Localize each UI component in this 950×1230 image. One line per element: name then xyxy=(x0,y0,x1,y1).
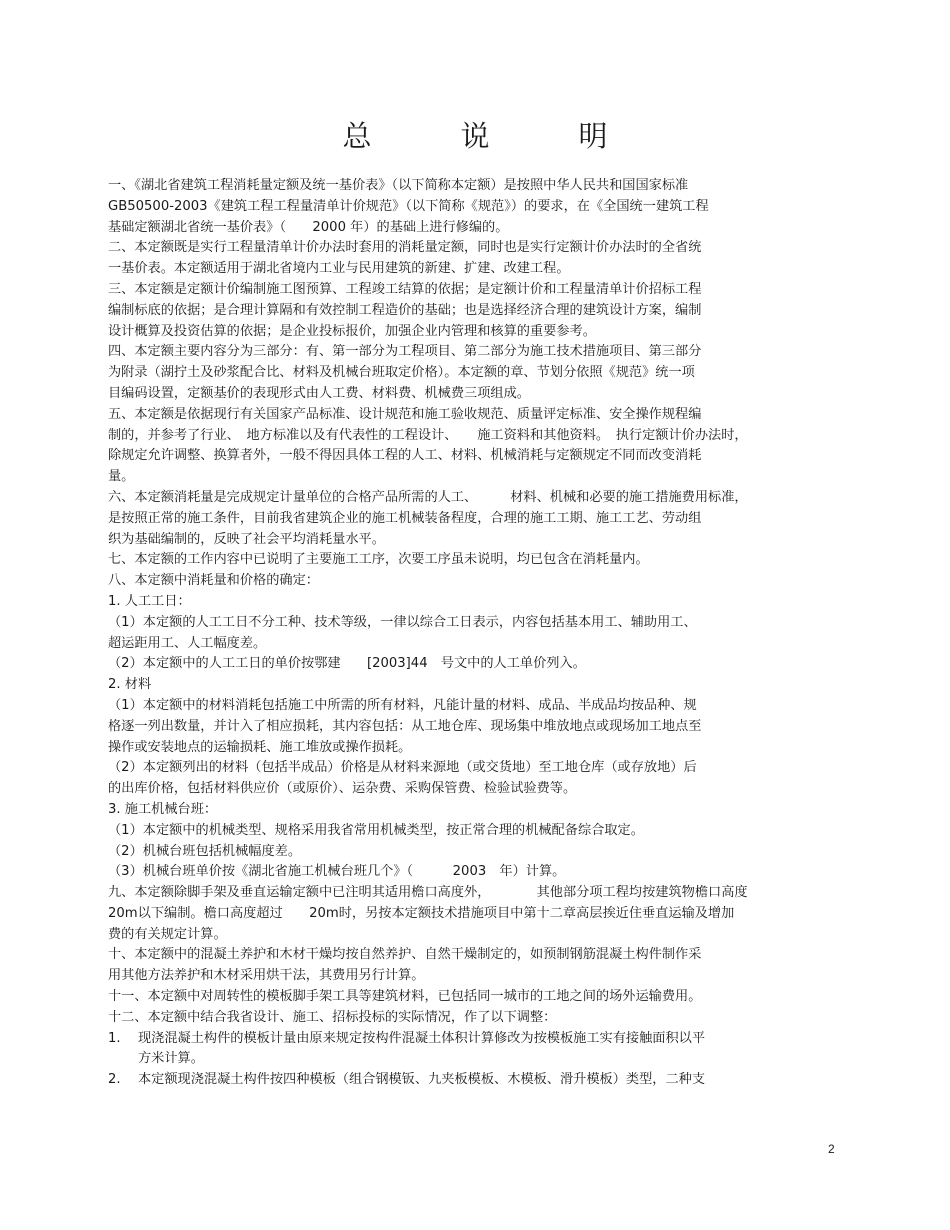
text-line: 量。 xyxy=(108,469,135,485)
text-line: 编制标底的依据；是合理计算隔和有效控制工程造价的基础；也是选择经济合理的建筑设计方案，编制 xyxy=(108,302,702,318)
text-line: 的出库价格，包括材料供应价（或原价）、运杂费、采购保管费、检验试验费等。 xyxy=(108,781,577,797)
text-line: 费的有关规定计算。 xyxy=(108,926,227,942)
page-title: 总 说 明 xyxy=(342,119,638,153)
text-line: （2）本定额列出的材料（包括半成品）价格是从材料来源地（或交货地）至工地仓库（或存放地）后 xyxy=(108,760,697,776)
text-line: 三、本定额是定额计价编制施工图预算、工程竣工结算的依据；是定额计价和工程量清单计价招标工程 xyxy=(108,281,702,297)
text-line: 格逐一列出数量，并计入了相应损耗，其内容包括：从工地仓库、现场集中堆放地点或现场加工地点至 xyxy=(108,718,702,734)
body-text xyxy=(108,176,828,1091)
text-line: 用其他方法养护和木材采用烘干法，其费用另行计算。 xyxy=(108,968,425,984)
text-line: 为附录（湖拧土及砂浆配合比、材料及机械台班取定价格）。本定额的章、节划分依照《规范》统一项 xyxy=(108,365,695,381)
text-line: 十二、本定额中结合我省设计、施工、招标投标的实际情况，作了以下调整： xyxy=(108,1009,557,1025)
text-line: 二、本定额既是实行工程量清单计价办法时套用的消耗量定额，同时也是实行定额计价办法时的全省统 xyxy=(108,240,702,256)
text-line: 1. 现浇混凝土构件的模板计量由原来规定按构件混凝土体积计算修改为按模板施工实有接触面积以平 xyxy=(108,1030,706,1046)
text-line: 目编码设置，定额基价的表现形式由人工费、材料费、机械费三项组成。 xyxy=(108,385,530,401)
text-line: （2）本定额中的人工工日的单价按鄂建 [2003]44 号文中的人工单价列入。 xyxy=(108,656,586,672)
text-line: 除规定允许调整、换算者外，一般不得因具体工程的人工、材料、机械消耗与定额规定不同而改变消耗 xyxy=(108,448,702,464)
text-line: 八、本定额中消耗量和价格的确定： xyxy=(108,573,319,589)
text-line: 3. 施工机械台班： xyxy=(108,801,218,817)
text-line: GB50500-2003《建筑工程工程量清单计价规范》（以下简称《规范》）的要求，在《全国统一建筑工程 xyxy=(108,198,709,214)
page-number: 2 xyxy=(828,1142,835,1156)
text-line: 五、本定额是依据现行有关国家产品标准、设计规范和施工验收规范、质量评定标准、安全操作规程编 xyxy=(108,406,702,422)
text-line: 织为基础编制的，反映了社会平均消耗量水平。 xyxy=(108,531,385,547)
text-line: （3）机械台班单价按《湖北省施工机械台班几个》（ 2003 年）计算。 xyxy=(108,864,566,880)
text-line: （1）本定额中的材料消耗包括施工中所需的所有材料，凡能计量的材料、成品、半成品均按品种、规 xyxy=(108,697,697,713)
text-line: 2. 材料 xyxy=(108,677,152,693)
text-line: （1）本定额中的机械类型、规格采用我省常用机械类型，按正常合理的机械配备综合取定。 xyxy=(108,822,644,838)
text-line: 1. 人工工日： xyxy=(108,593,191,609)
text-line: 七、本定额的工作内容中已说明了主要施工工序，次要工序虽未说明，均已包含在消耗量内。 xyxy=(108,552,649,568)
text-line: （1）本定额的人工工日不分工种、技术等级，一律以综合工日表示，内容包括基本用工、辅助用工、 xyxy=(108,614,697,630)
text-line: 一基价表。本定额适用于湖北省境内工业与民用建筑的新建、扩建、改建工程。 xyxy=(108,261,570,277)
text-line: 20m以下编制。檐口高度超过 20m时，另按本定额技术措施项目中第十二章高层挨近住垂直运输及增加 xyxy=(108,905,735,921)
text-line: 设计概算及投资估算的依据；是企业投标报价，加强企业内管理和核算的重要参考。 xyxy=(108,323,596,339)
text-line: 一、《湖北省建筑工程消耗量定额及统一基价表》（以下简称本定额）是按照中华人民共和国国家标准 xyxy=(108,178,689,193)
text-line: 方米计算。 xyxy=(138,1051,204,1067)
text-line: 十、本定额中的混凝土养护和木材干燥均按自然养护、自然干燥制定的，如预制钢筋混凝土构件制作采 xyxy=(108,947,702,963)
text-line: 四、本定额主要内容分为三部分：有、第一部分为工程项目、第二部分为施工技术措施项目、第三部分 xyxy=(108,344,702,360)
text-line: 操作或安装地点的运输损耗、施工堆放或操作损耗。 xyxy=(108,739,412,755)
text-line: 六、本定额消耗量是完成规定计量单位的合格产品所需的人工、 材料、机械和必要的施工措施费用标准， xyxy=(108,489,748,505)
text-line: 九、本定额除脚手架及垂直运输定额中已注明其适用檐口高度外， 其他部分项工程均按建筑物檐口高度 xyxy=(108,885,748,901)
text-line: 十一、本定额中对周转性的模板脚手架工具等建筑材料，已包括同一城市的工地之间的场外运输费用。 xyxy=(108,989,702,1005)
text-line: （2）机械台班包括机械幅度差。 xyxy=(108,843,302,859)
text-line: 基础定额湖北省统一基价表》（ 2000 年）的基础上进行修编的。 xyxy=(108,219,509,235)
text-line: 2. 本定额现浇混凝土构件按四种模板（组合钢模钣、九夹板模板、木模板、滑升模板）类型，二种支 xyxy=(108,1072,706,1088)
text-line: 是按照正常的施工条件，目前我省建筑企业的施工机械装备程度，合理的施工工期、施工工艺、劳动组 xyxy=(108,510,702,526)
text-line: 制的，并参考了行业、 地方标准以及有代表性的工程设计、 施工资料和其他资料。 执行定额计价办法时， xyxy=(108,427,748,443)
text-line: 超运距用工、人工幅度差。 xyxy=(108,635,267,651)
